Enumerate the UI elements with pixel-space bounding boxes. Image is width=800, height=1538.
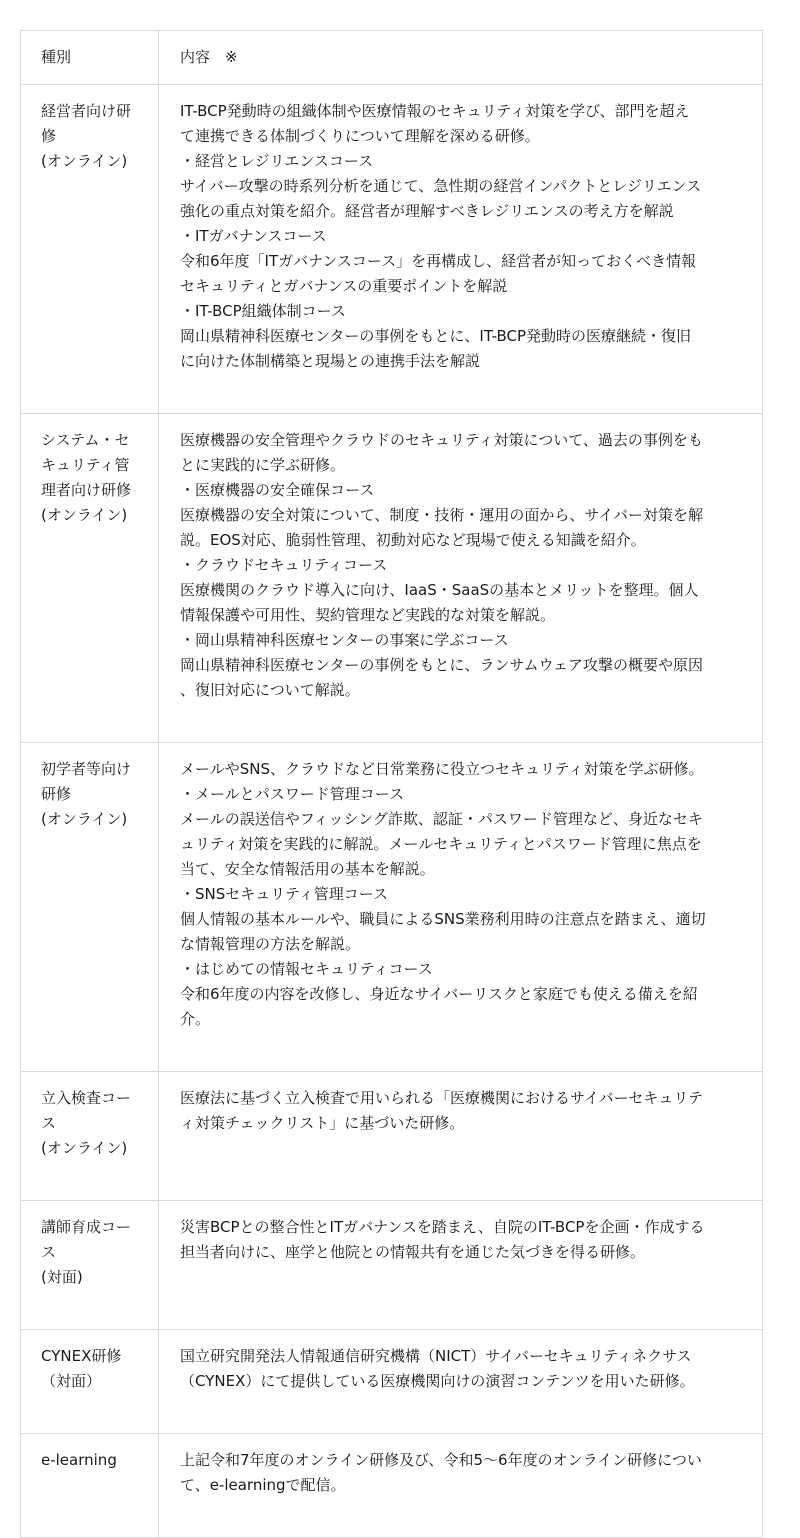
table-row-beginner <box>21 743 763 1072</box>
content-line: 説。EOS対応、脆弱性管理、初動対応など現場で使える知識を紹介。 <box>180 531 646 549</box>
content-line: ・クラウドセキュリティコース <box>180 556 388 574</box>
type-cell <box>21 414 159 743</box>
content-cell <box>159 414 763 743</box>
content-line: 上記令和7年度のオンライン研修及び、令和5～6年度のオンライン研修につい <box>180 1451 702 1469</box>
content-line: 強化の重点対策を紹介。経営者が理解すべきレジリエンスの考え方を解説 <box>180 202 674 220</box>
type-line: (オンライン) <box>41 1139 128 1157</box>
content-line: サイバー攻撃の時系列分析を通じて、急性期の経営インパクトとレジリエンス <box>180 177 702 195</box>
content-line: 、復旧対応について解説。 <box>180 681 360 699</box>
header-type-label: 種別 <box>41 48 72 66</box>
content-line: 当て、安全な情報活用の基本を解説。 <box>180 860 435 878</box>
content-line: に向けた体制構築と現場との連携手法を解説 <box>180 352 481 370</box>
type-line: ス <box>41 1243 57 1261</box>
content-line: 令和6年度「ITガバナンスコース」を再構成し、経営者が知っておくべき情報 <box>180 252 697 270</box>
table-header-row <box>21 31 763 85</box>
content-line: な情報管理の方法を解説。 <box>180 935 361 953</box>
type-line: 初学者等向け <box>41 760 132 778</box>
type-line: システム・セ <box>41 431 130 449</box>
header-type <box>21 31 159 85</box>
type-line: 修 <box>41 127 57 145</box>
content-line: ュリティ対策を実践的に解説。メールセキュリティとパスワード管理に焦点を <box>180 835 702 853</box>
content-cell <box>159 1201 763 1330</box>
content-line: て連携できる体制づくりについて理解を深める研修。 <box>180 127 540 145</box>
content-cell <box>159 85 763 414</box>
content-line: 個人情報の基本ルールや、職員によるSNS業務利用時の注意点を踏まえ、適切 <box>180 910 706 928</box>
content-line: 医療機器の安全対策について、制度・技術・運用の面から、サイバー対策を解 <box>180 506 704 524</box>
content-line: 医療機器の安全管理やクラウドのセキュリティ対策について、過去の事例をも <box>180 431 703 449</box>
training-table-container <box>20 30 762 1538</box>
content-line: 令和6年度の内容を改修し、身近なサイバーリスクと家庭でも使える備えを紹 <box>180 985 698 1003</box>
content-line: ・はじめての情報セキュリティコース <box>180 960 433 978</box>
type-line: キュリティ管 <box>41 456 130 474</box>
content-line: （CYNEX）にて提供している医療機関向けの演習コンテンツを用いた研修。 <box>180 1372 695 1390</box>
type-line: CYNEX研修 <box>41 1347 122 1365</box>
type-line: 研修 <box>41 785 72 803</box>
header-content <box>159 31 763 85</box>
header-content-label: 内容 ※ <box>180 48 238 66</box>
type-line: (対面) <box>41 1268 83 1286</box>
content-line: 国立研究開発法人情報通信研究機構（NICT）サイバーセキュリティネクサス <box>180 1347 692 1365</box>
table-row-executive <box>21 85 763 414</box>
content-line: ・医療機器の安全確保コース <box>180 481 375 499</box>
type-cell <box>21 1434 159 1538</box>
table-row-cynex <box>21 1330 763 1434</box>
type-line: (オンライン) <box>41 506 128 524</box>
table-row-system-admin <box>21 414 763 743</box>
table-row-inspection <box>21 1072 763 1201</box>
type-line: (オンライン) <box>41 810 128 828</box>
content-line: ・ITガバナンスコース <box>180 227 327 245</box>
content-line: ・SNSセキュリティ管理コース <box>180 885 389 903</box>
type-line: 講師育成コー <box>41 1218 132 1236</box>
content-line: ・メールとパスワード管理コース <box>180 785 404 803</box>
type-cell <box>21 1072 159 1201</box>
content-line: ・経営とレジリエンスコース <box>180 152 374 170</box>
table-row-elearning <box>21 1434 763 1538</box>
content-line: IT-BCP発動時の組織体制や医療情報のセキュリティ対策を学び、部門を超え <box>180 102 690 120</box>
content-line: 介。 <box>180 1010 211 1028</box>
content-line: メールやSNS、クラウドなど日常業務に役立つセキュリティ対策を学ぶ研修。 <box>180 760 704 778</box>
type-cell <box>21 743 159 1072</box>
content-line: 情報保護や可用性、契約管理など実践的な対策を解説。 <box>180 606 556 624</box>
content-line: 災害BCPとの整合性とITガバナンスを踏まえ、自院のIT-BCPを企画・作成する <box>180 1218 705 1236</box>
content-cell <box>159 743 763 1072</box>
content-line: 医療法に基づく立入検査で用いられる「医療機関におけるサイバーセキュリテ <box>180 1089 704 1107</box>
content-cell <box>159 1330 763 1434</box>
type-line: 立入検査コー <box>41 1089 132 1107</box>
type-line: 経営者向け研 <box>41 102 132 120</box>
content-line: メールの誤送信やフィッシング詐欺、認証・パスワード管理など、身近なセキ <box>180 810 703 828</box>
content-line: 岡山県精神科医療センターの事例をもとに、ランサムウェア攻撃の概要や原因 <box>180 656 704 674</box>
type-line: 理者向け研修 <box>41 481 132 499</box>
content-line: 医療機関のクラウド導入に向け、IaaS・SaaSの基本とメリットを整理。個人 <box>180 581 699 599</box>
table-row-instructor <box>21 1201 763 1330</box>
training-table <box>20 30 763 1538</box>
content-line: セキュリティとガバナンスの重要ポイントを解説 <box>180 277 508 295</box>
content-cell <box>159 1434 763 1538</box>
content-line: ・IT-BCP組織体制コース <box>180 302 346 320</box>
content-line: ィ対策チェックリスト」に基づいた研修。 <box>180 1114 465 1132</box>
type-cell <box>21 85 159 414</box>
type-line: （対面） <box>41 1372 102 1390</box>
type-line: ス <box>41 1114 57 1132</box>
content-cell <box>159 1072 763 1201</box>
type-cell <box>21 1201 159 1330</box>
content-line: 岡山県精神科医療センターの事例をもとに、IT-BCP発動時の医療継続・復旧 <box>180 327 692 345</box>
content-line: て、e-learningで配信。 <box>180 1476 346 1494</box>
content-line: ・岡山県精神科医療センターの事案に学ぶコース <box>180 631 509 649</box>
content-line: 担当者向けに、座学と他院との情報共有を通じた気づきを得る研修。 <box>180 1243 646 1261</box>
type-cell <box>21 1330 159 1434</box>
type-line: e-learning <box>41 1451 117 1469</box>
content-line: とに実践的に学ぶ研修。 <box>180 456 346 474</box>
type-line: (オンライン) <box>41 152 128 170</box>
